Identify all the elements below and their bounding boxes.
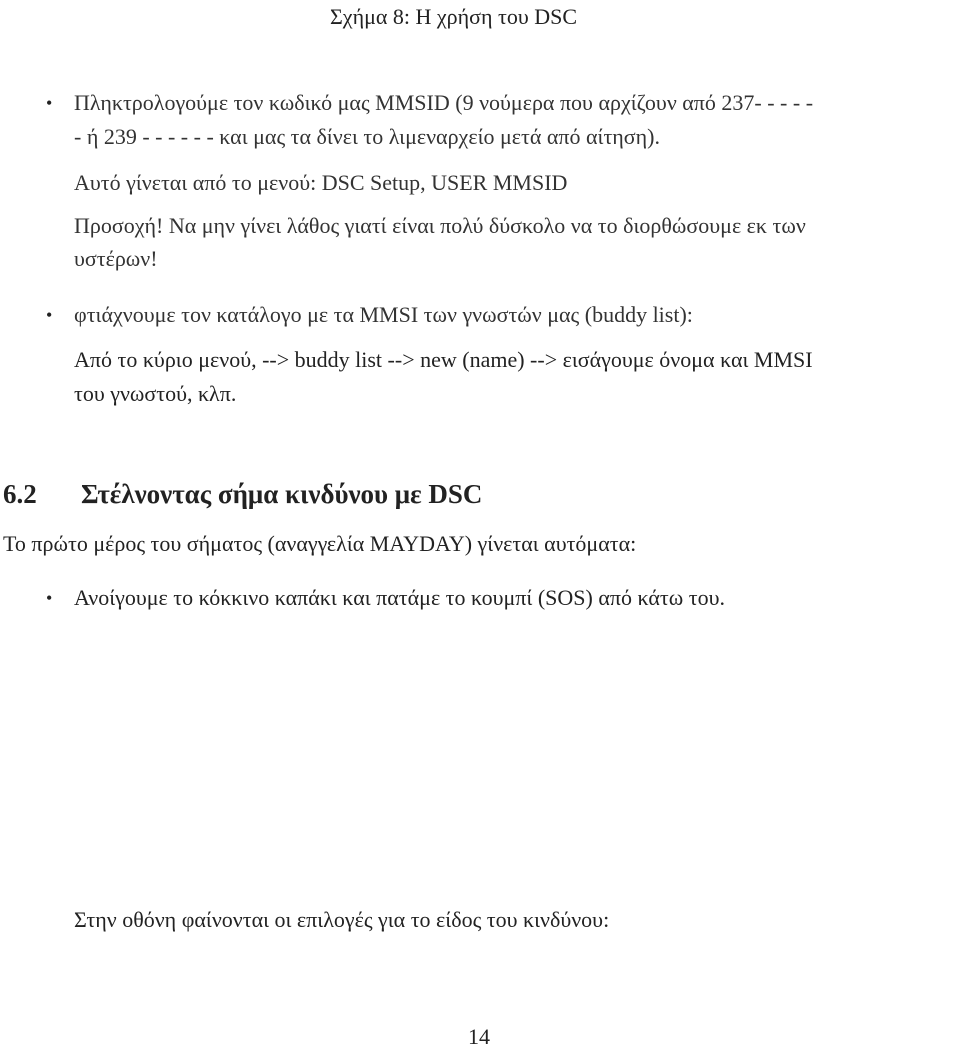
distress-intro-line: Το πρώτο μέρος του σήματος (αναγγελία MAYDAY) γίνεται αυτόματα:	[3, 531, 637, 556]
mmsid-bullet-line-1: Πληκτρολογούμε τον κωδικό μας MMSID (9 νούμερα που αρχίζουν από 237- - - - -	[74, 90, 814, 115]
mmsid-menu-line: Αυτό γίνεται από το μενού: DSC Setup, USER MMSID	[74, 170, 568, 195]
section-title: Στέλνοντας σήμα κινδύνου με DSC	[81, 479, 483, 509]
buddy-list-detail-line-1: Από το κύριο μενού, --> buddy list --> new (name) --> εισάγουμε όνομα και MMSI	[74, 347, 813, 372]
bullet-icon: •	[46, 305, 53, 325]
buddy-list-bullet-line: φτιάχνουμε τον κατάλογο με τα MMSI των γνωστών μας (buddy list):	[74, 302, 693, 327]
section-number: 6.2	[3, 479, 37, 509]
figure-caption: Σχήμα 8: Η χρήση του DSC	[330, 4, 578, 29]
mmsid-bullet-line-2: - ή 239 - - - - - - και μας τα δίνει το λιμεναρχείο μετά από αίτηση).	[74, 124, 660, 149]
warning-line-2: υστέρων!	[74, 246, 158, 271]
bullet-icon: •	[46, 588, 53, 608]
buddy-list-detail-line-2: του γνωστού, κλπ.	[74, 381, 237, 406]
warning-line-1: Προσοχή! Να μην γίνει λάθος γιατί είναι πολύ δύσκολο να το διορθώσουμε εκ των	[74, 213, 806, 238]
section-heading	[3, 477, 482, 511]
screen-options-line: Στην οθόνη φαίνονται οι επιλογές για το είδος του κινδύνου:	[74, 907, 610, 932]
distress-bullet-line: Ανοίγουμε το κόκκινο καπάκι και πατάμε το κουμπί (SOS) από κάτω του.	[74, 585, 725, 610]
page-number: 14	[468, 1024, 490, 1049]
bullet-icon: •	[46, 93, 53, 113]
